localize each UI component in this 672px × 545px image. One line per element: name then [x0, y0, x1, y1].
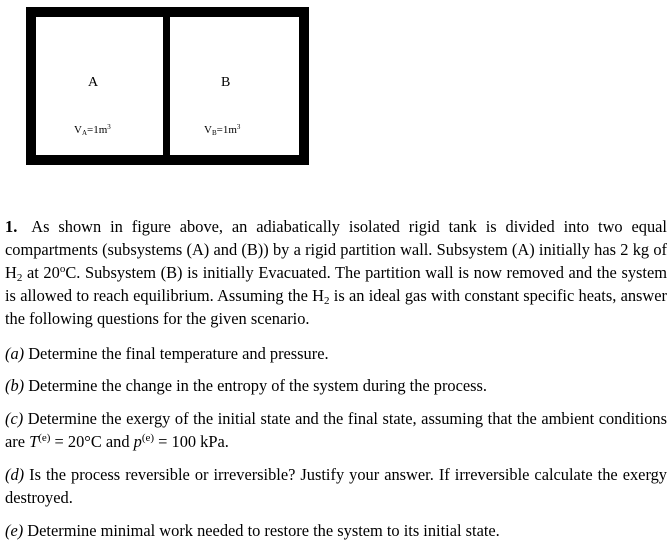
compartment-b-volume: $V_B=1m^3$ — [204, 123, 241, 137]
compartment-b-label: B — [221, 75, 231, 90]
problem-number: 1. — [5, 217, 18, 236]
rigid-tank-figure — [26, 7, 309, 165]
question-c: (c) Determine the exergy of the initial state and the final state, assuming that the ambient conditions are $T^{(e)} = 20^\circ C$ and $p^{(e)} = 100$ kPa. — [5, 409, 667, 451]
compartment-a-volume: $V_A=1m^3$ — [74, 123, 111, 137]
compartment-a-label: A — [88, 75, 99, 90]
question-e: (e) Determine minimal work needed to restore the system to its initial state. — [5, 521, 500, 540]
problem-statement: 1. As shown in figure above, an adiabatically isolated rigid tank is divided into two equal compartments (subsystems (A) and (B)) by a rigid partition wall. Subsystem (A) initially has 2 kg of $H_2$ at 20$^o$C. Subsystem (B) is initially Evacuated. The partition wall is now removed and the system is allowed to reach equilibrium. Assuming the $H_2$ is an ideal gas with constant specific heats, answer the following questions for the given scenario. — [5, 217, 668, 328]
question-b: (b) Determine the change in the entropy of the system during the process. — [5, 376, 488, 395]
question-a: (a) Determine the final temperature and pressure. — [5, 344, 329, 363]
question-d: (d) Is the process reversible or irreversible? Justify your answer. If irreversible calculate the exergy destroyed. — [5, 465, 667, 507]
partition-wall — [163, 17, 170, 155]
